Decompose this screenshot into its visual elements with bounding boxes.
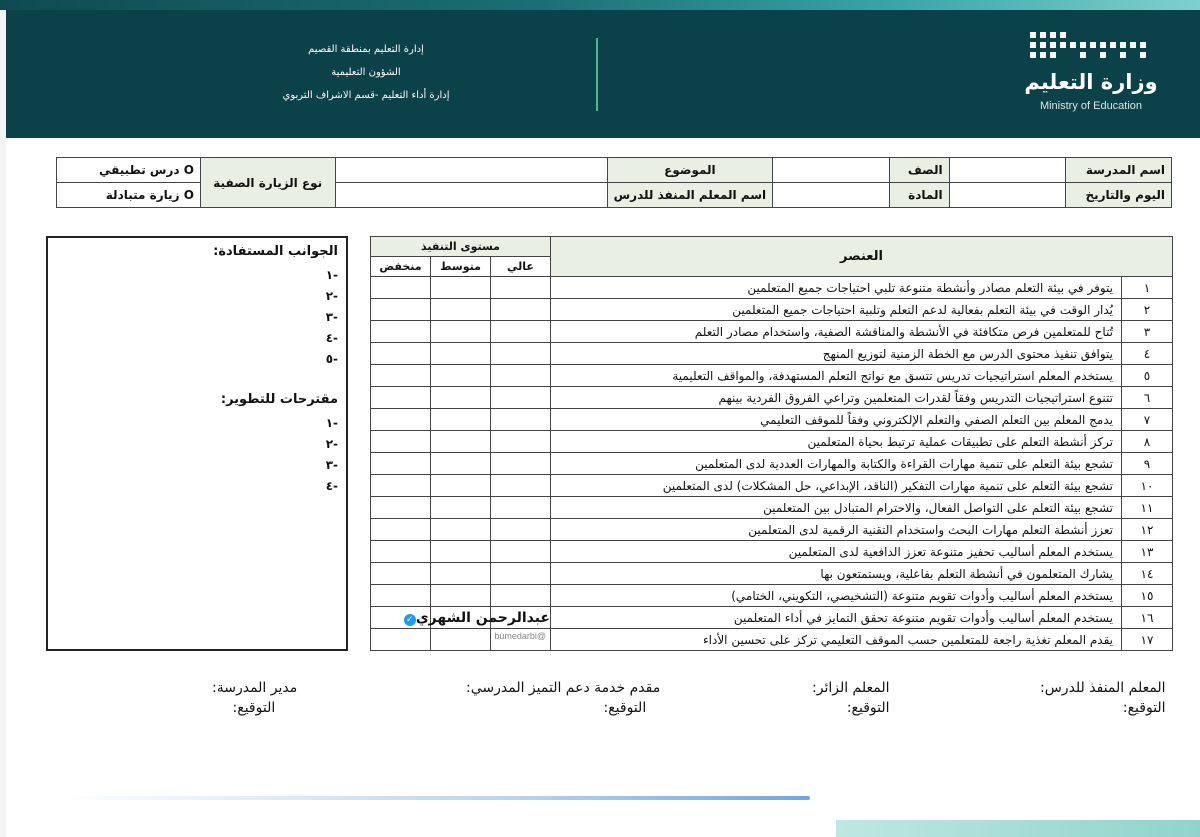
benefit-item[interactable]: -٢: [325, 289, 338, 303]
evaluation-row: [371, 431, 1173, 453]
sig-principal: [212, 678, 297, 718]
level-medium-cell[interactable]: [431, 475, 491, 497]
item-number: ٥: [1122, 365, 1173, 387]
benefit-item[interactable]: -٣: [325, 310, 338, 324]
item-number: ٤: [1122, 343, 1173, 365]
level-high-cell[interactable]: [491, 343, 551, 365]
evaluation-row: [371, 343, 1173, 365]
level-low-cell[interactable]: [371, 453, 431, 475]
item-text: تشجع بيئة التعلم على تنمية مهارات التفكير (الناقد، الإبداعي، حل المشكلات) لدى المتعلمين: [551, 475, 1122, 497]
item-number: ٢: [1122, 299, 1173, 321]
evaluation-row: [371, 541, 1173, 563]
element-header: العنصر: [551, 237, 1173, 277]
item-text: يستخدم المعلم استراتيجيات تدريس تتسق مع نواتج التعلم المستهدفة، والمواقف التعليمية: [551, 365, 1122, 387]
evaluation-row: [371, 299, 1173, 321]
sig-visitor-signature[interactable]: التوقيع:: [846, 700, 890, 716]
level-low-cell[interactable]: [371, 299, 431, 321]
level-medium-cell[interactable]: [431, 277, 491, 299]
sig-visitor: [812, 678, 890, 718]
evaluation-row: [371, 585, 1173, 607]
level-high-cell[interactable]: [491, 277, 551, 299]
topic-label: الموضوع: [607, 158, 773, 183]
author-watermark: [398, 610, 550, 646]
level-low-cell[interactable]: [371, 365, 431, 387]
level-medium-cell[interactable]: [431, 365, 491, 387]
level-medium-cell[interactable]: [431, 409, 491, 431]
level-high-cell[interactable]: [491, 453, 551, 475]
sig-service-provider-signature[interactable]: التوقيع:: [603, 700, 647, 716]
level-low-cell[interactable]: [371, 519, 431, 541]
suggestions-list: [56, 413, 338, 497]
level-low-cell[interactable]: [371, 409, 431, 431]
suggestions-title: مقترحات للتطوير:: [220, 392, 338, 407]
level-high-header: عالي: [491, 257, 551, 277]
watermark-name-row: [400, 610, 550, 626]
suggestion-item[interactable]: -١: [325, 416, 338, 430]
ministry-logo: [1016, 28, 1166, 128]
item-text: تشجع بيئة التعلم على تنمية مهارات القراءة والكتابة والمهارات العددية لدى المتعلمين: [551, 453, 1122, 475]
item-number: ٨: [1122, 431, 1173, 453]
class-label: الصف: [889, 158, 949, 183]
level-high-cell[interactable]: [491, 431, 551, 453]
level-high-cell[interactable]: [491, 299, 551, 321]
benefits-list: [56, 265, 338, 370]
item-text: يستخدم المعلم أساليب وأدوات تقويم متنوعة (التشخيصي، التكويني، الختامي): [551, 585, 1122, 607]
item-number: ٧: [1122, 409, 1173, 431]
item-number: ١٢: [1122, 519, 1173, 541]
level-low-cell[interactable]: [371, 497, 431, 519]
item-text: يستخدم المعلم أساليب تحفيز متنوعة تعزز الدافعية لدى المتعلمين: [551, 541, 1122, 563]
item-text: يشارك المتعلمون في أنشطة التعلم بفاعلية، ويستمتعون بها: [551, 563, 1122, 585]
sig-service-provider: [466, 678, 660, 718]
watermark-handle: @bumedarbi: [494, 631, 546, 641]
teacher-name-label: اسم المعلم المنفذ للدرس: [607, 183, 773, 208]
evaluation-row: [371, 387, 1173, 409]
header-line-region: إدارة التعليم بمنطقة القصيم: [308, 44, 424, 55]
item-number: ١١: [1122, 497, 1173, 519]
level-high-cell[interactable]: [491, 409, 551, 431]
item-text: يستخدم المعلم أساليب وأدوات تقويم متنوعة تحقق التمايز في أداء المتعلمين: [551, 607, 1122, 629]
level-high-cell[interactable]: [491, 365, 551, 387]
logo-dots-icon: [1016, 28, 1166, 64]
level-low-cell[interactable]: [371, 343, 431, 365]
level-high-cell[interactable]: [491, 387, 551, 409]
item-number: ١٦: [1122, 607, 1173, 629]
evaluation-row: [371, 519, 1173, 541]
level-medium-cell[interactable]: [431, 431, 491, 453]
level-low-cell[interactable]: [371, 563, 431, 585]
visit-type-label: نوع الزيارة الصفية: [200, 158, 335, 208]
item-number: ١٧: [1122, 629, 1173, 651]
evaluation-row: [371, 277, 1173, 299]
suggestion-item[interactable]: -٢: [325, 437, 338, 451]
item-number: ٣: [1122, 321, 1173, 343]
top-accent-strip: [0, 0, 1200, 10]
level-medium-cell[interactable]: [431, 299, 491, 321]
level-medium-cell[interactable]: [431, 453, 491, 475]
subject-field[interactable]: [773, 183, 890, 208]
footer-accent-line: [60, 796, 810, 800]
suggestion-item[interactable]: -٤: [325, 479, 338, 493]
level-low-cell[interactable]: [371, 475, 431, 497]
notes-panel: [46, 236, 348, 651]
sig-teacher-signature[interactable]: التوقيع:: [1122, 700, 1166, 716]
evaluation-row: [371, 409, 1173, 431]
sig-visitor-label: المعلم الزائر:: [812, 680, 890, 696]
item-number: ٩: [1122, 453, 1173, 475]
evaluation-row: [371, 497, 1173, 519]
level-low-cell[interactable]: [371, 387, 431, 409]
level-medium-cell[interactable]: [431, 321, 491, 343]
level-medium-header: متوسط: [431, 257, 491, 277]
header-line-department: إدارة أداء التعليم -قسم الاشراف التربوي: [282, 90, 450, 101]
evaluation-row: [371, 365, 1173, 387]
date-field[interactable]: [949, 183, 1066, 208]
sig-service-provider-label: مقدم خدمة دعم التميز المدرسي:: [466, 680, 661, 696]
level-header: مستوى التنفيذ: [371, 237, 551, 257]
footer-corner-band: [836, 820, 1200, 837]
logo-arabic-text: وزارة التعليم: [1024, 70, 1158, 94]
item-text: يتوافق تنفيذ محتوى الدرس مع الخطة الزمنية لتوزيع المنهج: [551, 343, 1122, 365]
page-header: [6, 10, 1200, 138]
level-low-cell[interactable]: [371, 541, 431, 563]
teacher-name-field[interactable]: [335, 183, 607, 208]
header-line-affairs: الشؤون التعليمية: [331, 67, 401, 78]
header-divider: [596, 38, 598, 111]
level-low-cell[interactable]: [371, 277, 431, 299]
level-medium-cell[interactable]: [431, 563, 491, 585]
evaluation-row: [371, 475, 1173, 497]
evaluation-table: [370, 236, 1173, 651]
level-medium-cell[interactable]: [431, 497, 491, 519]
level-medium-cell[interactable]: [431, 519, 491, 541]
item-text: تُتاح للمتعلمين فرص متكافئة في الأنشطة والمناقشة الصفية، واستخدام مصادر التعلم: [551, 321, 1122, 343]
subject-label: المادة: [889, 183, 949, 208]
level-high-cell[interactable]: [491, 585, 551, 607]
item-text: يُدار الوقت في بيئة التعلم بفعالية لدعم التعلم وتلبية احتياجات جميع المتعلمين: [551, 299, 1122, 321]
logo-english-text: Ministry of Education: [1039, 100, 1143, 112]
benefit-item[interactable]: -١: [325, 268, 338, 282]
item-text: تشجع بيئة التعلم على التواصل الفعال، والاحترام المتبادل بين المتعلمين: [551, 497, 1122, 519]
verified-badge-icon: ✓: [404, 614, 416, 626]
sig-teacher-label: المعلم المنفذ للدرس:: [1040, 680, 1166, 696]
level-low-cell[interactable]: [371, 585, 431, 607]
item-number: ٦: [1122, 387, 1173, 409]
level-medium-cell[interactable]: [431, 343, 491, 365]
suggestion-item[interactable]: -٣: [325, 458, 338, 472]
benefit-item[interactable]: -٥: [325, 352, 338, 366]
watermark-name: عبدالرحمن الشهري: [415, 610, 550, 626]
level-medium-cell[interactable]: [431, 585, 491, 607]
item-text: تركز أنشطة التعلم على تطبيقات عملية ترتبط بحياة المتعلمين: [551, 431, 1122, 453]
level-low-header: منخفض: [371, 257, 431, 277]
benefit-item[interactable]: -٤: [325, 331, 338, 345]
level-high-cell[interactable]: [491, 541, 551, 563]
level-high-cell[interactable]: [491, 321, 551, 343]
evaluation-row: [371, 563, 1173, 585]
school-name-field[interactable]: [949, 158, 1066, 183]
sig-teacher: [1040, 678, 1166, 718]
level-high-cell[interactable]: [491, 519, 551, 541]
evaluation-rows: [371, 277, 1173, 651]
item-number: ١٥: [1122, 585, 1173, 607]
topic-field[interactable]: [335, 158, 607, 183]
level-low-cell[interactable]: [371, 321, 431, 343]
level-low-cell[interactable]: [371, 431, 431, 453]
item-number: ١٤: [1122, 563, 1173, 585]
date-label: اليوم والتاريخ: [1066, 183, 1172, 208]
level-high-cell[interactable]: [491, 475, 551, 497]
item-text: تتنوع استراتيجيات التدريس وفقاً لقدرات المتعلمين وتراعي الفروق الفردية بينهم: [551, 387, 1122, 409]
visit-info-table: [56, 157, 1172, 208]
level-medium-cell[interactable]: [431, 387, 491, 409]
evaluation-row: [371, 453, 1173, 475]
item-text: يتوفر في بيئة التعلم مصادر وأنشطة متنوعة تلبي احتياجات جميع المتعلمين: [551, 277, 1122, 299]
evaluation-row: [371, 321, 1173, 343]
item-text: يدمج المعلم بين التعلم الصفي والتعلم الإلكتروني وفقاً للموقف التعليمي: [551, 409, 1122, 431]
sig-principal-signature[interactable]: التوقيع:: [232, 700, 276, 716]
item-text: يقدم المعلم تغذية راجعة للمتعلمين حسب الموقف التعليمي تركز على تحسين الأداء: [551, 629, 1122, 651]
item-number: ١٣: [1122, 541, 1173, 563]
benefits-title: الجوانب المستفادة:: [213, 244, 338, 259]
sig-principal-label: مدير المدرسة:: [212, 680, 298, 696]
level-medium-cell[interactable]: [431, 541, 491, 563]
option-exchange-visit[interactable]: O زيارة متبادلة: [57, 183, 201, 208]
level-high-cell[interactable]: [491, 497, 551, 519]
item-number: ١٠: [1122, 475, 1173, 497]
level-high-cell[interactable]: [491, 563, 551, 585]
option-applied-lesson[interactable]: O درس تطبيقي: [57, 158, 201, 183]
school-name-label: اسم المدرسة: [1066, 158, 1172, 183]
item-text: تعزز أنشطة التعلم مهارات البحث واستخدام التقنية الرقمية لدى المتعلمين: [551, 519, 1122, 541]
class-field[interactable]: [773, 158, 890, 183]
header-admin-lines: [251, 38, 481, 107]
item-number: ١: [1122, 277, 1173, 299]
